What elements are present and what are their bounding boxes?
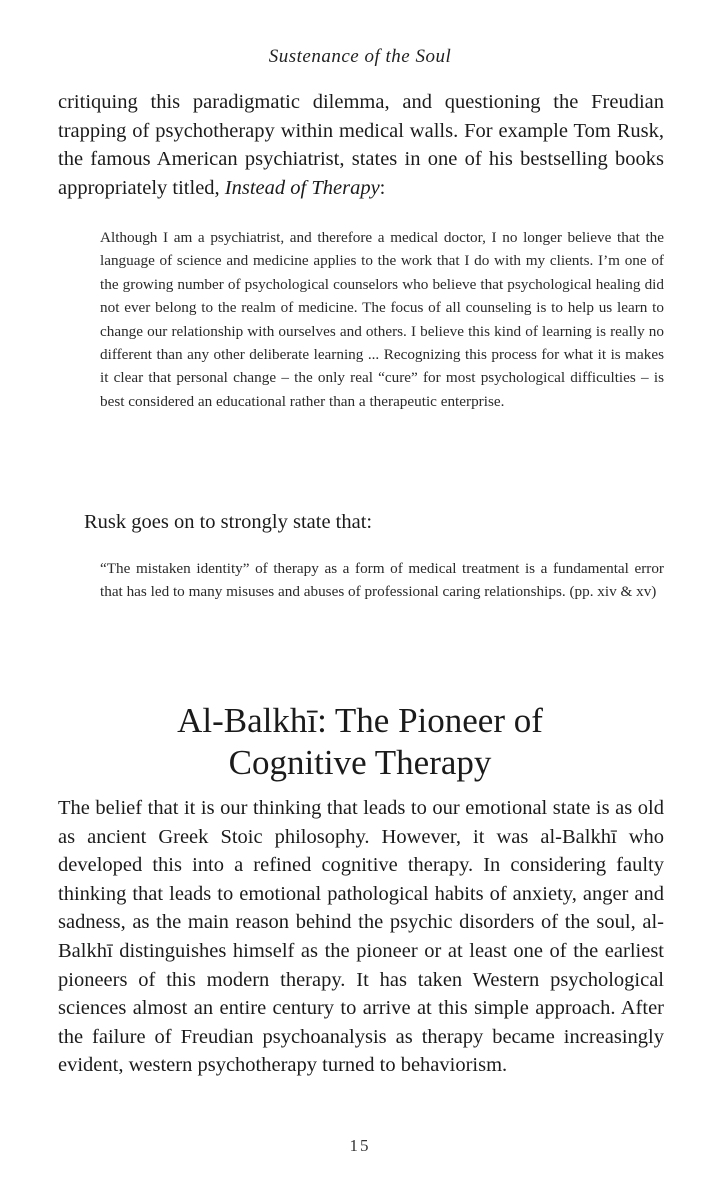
body-paragraph-rusk: Rusk goes on to strongly state that: [84, 511, 373, 533]
running-head: Sustenance of the Soul [268, 46, 452, 67]
block-quote-2: “The mistaken identity” of therapy as a form of medical treatment is a fundamental error that has led to many misuses and abuses of professional caring relationships. (pp. xiv & xv) [100, 560, 664, 601]
block-quote-1: Although I am a psychiatrist, and therefore a medical doctor, I no longer believe that the language of science and medicine applies to the work that I do with my clients. I’m one of the growing number of psychological counselors who believe that psychological healing did not ever belong to the realm of medicine. The focus of all counseling is to help us learn to change our relationship with ourselves and others. I believe this kind of learning is really no different than any other deliberate learning ... Recognizing this process for what it is makes it clear that personal change – the only real “cure” for most psychological difficulties – is best considered an educational rather than a therapeutic enterprise. [100, 229, 664, 410]
body-paragraph-balkhi: The belief that it is our thinking that leads to our emotional state is as old as ancient Greek Stoic philosophy. However, it was al-Balkhī who developed this into a refined cognitive therapy. In considering faulty thinking that leads to emotional pathological habits of anxiety, anger and sadness, as the main reason behind the psychic disorders of the soul, al-Balkhī distinguishes himself as the pioneer or at least one of the earliest pioneers of this modern therapy. It has taken Western psychological sciences almost an entire century to arrive at this simple approach. After the failure of Freudian psychoanalysis as therapy became increasingly evident, western psychotherapy turned to behaviorism. [58, 797, 664, 1077]
book-title: Instead of Therapy [224, 176, 380, 199]
intro-text: critiquing this paradigmatic dilemma, and questioning the Freudian trapping of psychotherapy within medical walls. For example Tom Rusk, the famous American psychiatrist, states in one of his bestselling books appropriately titled, [58, 91, 664, 199]
intro-colon: : [379, 176, 386, 199]
section-heading-line-2: Cognitive Therapy [228, 743, 492, 782]
section-heading-line-1: Al-Balkhī: The Pioneer of [177, 701, 543, 740]
section-heading [0, 700, 720, 784]
page-number: 15 [349, 1136, 371, 1155]
body-paragraph-intro [58, 88, 664, 202]
